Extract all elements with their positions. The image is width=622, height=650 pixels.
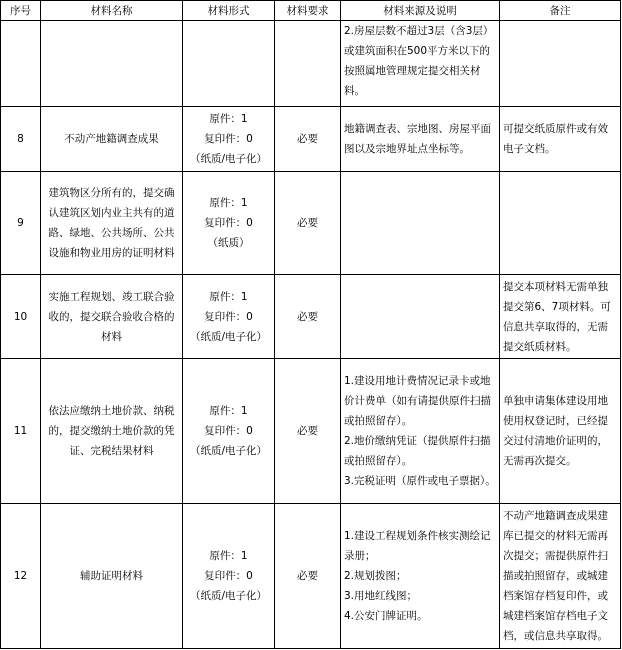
cell-no: 12 <box>1 504 41 649</box>
cell-source <box>341 275 500 359</box>
table-row <box>1 107 621 172</box>
cell-no <box>1 21 41 107</box>
cell-form <box>183 172 275 275</box>
header-requirement: 材料要求 <box>275 1 341 21</box>
name-text: 依法应缴纳土地价款、纳税的，提交缴纳土地价款的凭证、完税结果材料 <box>48 405 175 457</box>
note-text: 不动产地籍调查成果建库已提交的材料无需再次提交；需提供原件扫描或拍照留存，或城建档案馆存档复印件，或城建档案馆存档电子文档，或信息共享取得。 <box>503 510 608 642</box>
cell-source <box>341 107 500 172</box>
form-original: 原件：1 <box>209 405 248 417</box>
cell-no: 11 <box>1 359 41 504</box>
cell-requirement <box>275 21 341 107</box>
table-row <box>1 504 621 649</box>
header-no: 序号 <box>1 1 41 21</box>
cell-note <box>500 107 621 172</box>
form-type: （纸质） <box>207 237 250 249</box>
cell-name <box>41 107 183 172</box>
cell-form <box>183 504 275 649</box>
form-copy: 复印件：0 <box>204 310 253 323</box>
cell-name <box>41 359 183 504</box>
source-item: 2.规划拨图； <box>344 570 407 582</box>
cell-note <box>500 172 621 275</box>
cell-requirement: 必要 <box>275 504 341 649</box>
form-type: （纸质/电子化） <box>189 590 268 602</box>
source-text: 2.房屋层数不超过3层（含3层）或建筑面积在500平方米以下的按照属地管理规定提交相关材料。 <box>344 25 494 97</box>
note-text: 提交本项材料无需单独提交第6、7项材料。可信息共享取得的，无需提交纸质材料。 <box>503 280 611 353</box>
name-text: 不动产地籍调查成果 <box>64 133 159 145</box>
header-source: 材料来源及说明 <box>341 1 500 21</box>
source-item: 1.建设用地计费情况记录卡或地价计费单（如有请提供原件扫描或拍照留存）。 <box>344 375 491 427</box>
cell-requirement: 必要 <box>275 359 341 504</box>
cell-note <box>500 359 621 504</box>
form-type: （纸质/电子化） <box>189 445 268 457</box>
cell-requirement: 必要 <box>275 172 341 275</box>
cell-form <box>183 275 275 359</box>
cell-source <box>341 359 500 504</box>
header-name: 材料名称 <box>41 1 183 21</box>
form-type: （纸质/电子化） <box>189 153 268 165</box>
form-original: 原件：1 <box>209 290 248 303</box>
table-row <box>1 359 621 504</box>
form-type: （纸质/电子化） <box>189 330 268 343</box>
cell-source <box>341 21 500 107</box>
cell-name <box>41 172 183 275</box>
note-text: 可提交纸质原件或有效电子文档。 <box>503 123 608 155</box>
source-item: 1.建设工程规划条件核实测绘记录册； <box>344 530 491 562</box>
cell-note <box>500 21 621 107</box>
source-item: 4.公安门牌证明。 <box>344 610 428 622</box>
form-original: 原件：1 <box>209 197 248 209</box>
table-row <box>1 275 621 359</box>
cell-source <box>341 504 500 649</box>
name-text: 实施工程规划、竣工联合验收的，提交联合验收合格的材料 <box>48 290 175 343</box>
source-item: 3.完税证明（原件或电子票据）。 <box>344 475 496 487</box>
form-original: 原件：1 <box>209 550 248 562</box>
name-text: 建筑物区分所有的，提交确认建筑区划内业主共有的道路、绿地、公共场所、公共设施和物业用房的证明材料 <box>48 187 175 259</box>
cell-no: 10 <box>1 275 41 359</box>
cell-name <box>41 275 183 359</box>
form-copy: 复印件：0 <box>204 133 253 145</box>
header-note: 备注 <box>500 1 621 21</box>
cell-form <box>183 359 275 504</box>
cell-note <box>500 275 621 359</box>
source-item: 3.用地红线图； <box>344 590 418 602</box>
cell-name <box>41 504 183 649</box>
cell-name <box>41 21 183 107</box>
table-row <box>1 21 621 107</box>
form-copy: 复印件：0 <box>204 425 253 437</box>
source-text: 地籍调查表、宗地图、房屋平面图以及宗地界址点坐标等。 <box>344 123 491 155</box>
source-item: 2.地价缴纳凭证（提供原件扫描或拍照留存）。 <box>344 435 491 467</box>
name-text: 辅助证明材料 <box>80 570 143 582</box>
header-form: 材料形式 <box>183 1 275 21</box>
table-header-row <box>1 1 621 21</box>
cell-no: 8 <box>1 107 41 172</box>
cell-form <box>183 107 275 172</box>
form-copy: 复印件：0 <box>204 217 253 229</box>
cell-requirement: 必要 <box>275 275 341 359</box>
form-original: 原件：1 <box>209 113 248 125</box>
cell-form <box>183 21 275 107</box>
cell-source <box>341 172 500 275</box>
cell-note <box>500 504 621 649</box>
note-text: 单独申请集体建设用地使用权登记时，已经提交过付清地价证明的，无需再次提交。 <box>503 395 608 467</box>
cell-requirement: 必要 <box>275 107 341 172</box>
table-row <box>1 172 621 275</box>
cell-no: 9 <box>1 172 41 275</box>
form-copy: 复印件：0 <box>204 570 253 582</box>
